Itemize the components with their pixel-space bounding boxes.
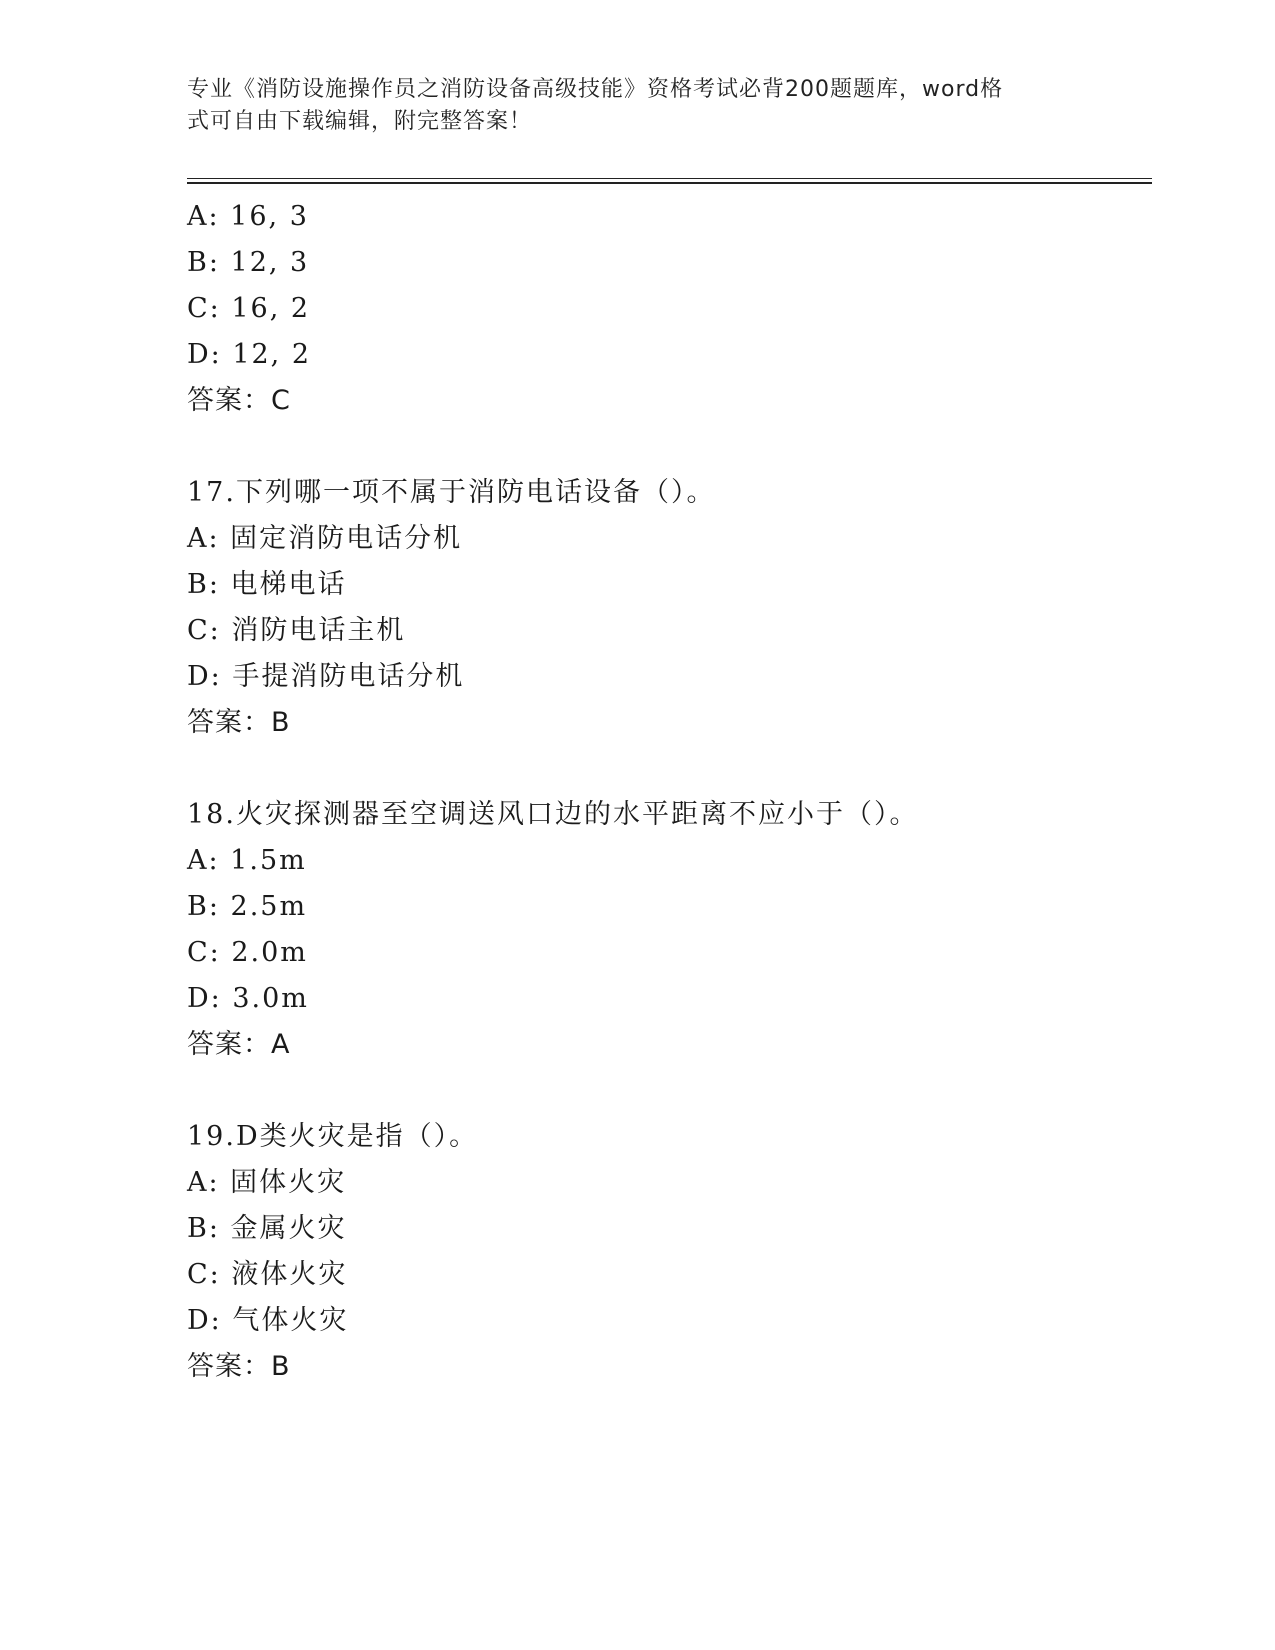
question-19	[187, 1114, 1147, 1390]
question-18	[187, 792, 1147, 1068]
option-c: C: 消防电话主机	[187, 615, 406, 646]
answer: 答案：B	[187, 1351, 291, 1382]
question-16-partial	[187, 194, 1147, 424]
header-rule-thin	[187, 178, 1152, 179]
answer: 答案：C	[187, 385, 291, 416]
option-b: B: 12, 3	[187, 247, 310, 278]
spacer	[187, 1068, 1147, 1114]
question-stem: 18.火灾探测器至空调送风口边的水平距离不应小于（）。	[187, 799, 919, 830]
header-rule-thick	[187, 182, 1152, 184]
option-d: D: 12, 2	[187, 339, 312, 370]
option-b: B: 金属火灾	[187, 1213, 347, 1244]
header-line-2: 式可自由下载编辑，附完整答案！	[187, 109, 533, 134]
option-a: A: 16, 3	[187, 201, 309, 232]
question-list	[187, 194, 1147, 1390]
option-d: D: 气体火灾	[187, 1305, 349, 1336]
document-header	[187, 74, 1067, 138]
option-b: B: 电梯电话	[187, 569, 347, 600]
option-a: A: 1.5m	[187, 845, 307, 876]
header-line-1: 专业《消防设施操作员之消防设备高级技能》资格考试必背200题题库，word格	[187, 77, 1004, 102]
question-stem: 17.下列哪一项不属于消防电话设备（）。	[187, 477, 716, 508]
answer: 答案：B	[187, 707, 291, 738]
option-a: A: 固定消防电话分机	[187, 523, 463, 554]
question-stem: 19.D类火灾是指（）。	[187, 1121, 479, 1152]
option-c: C: 2.0m	[187, 937, 308, 968]
answer: 答案：A	[187, 1029, 291, 1060]
option-d: D: 手提消防电话分机	[187, 661, 465, 692]
option-a: A: 固体火灾	[187, 1167, 347, 1198]
option-c: C: 16, 2	[187, 293, 311, 324]
question-17	[187, 470, 1147, 746]
option-b: B: 2.5m	[187, 891, 308, 922]
option-c: C: 液体火灾	[187, 1259, 348, 1290]
spacer	[187, 424, 1147, 470]
option-d: D: 3.0m	[187, 983, 309, 1014]
spacer	[187, 746, 1147, 792]
